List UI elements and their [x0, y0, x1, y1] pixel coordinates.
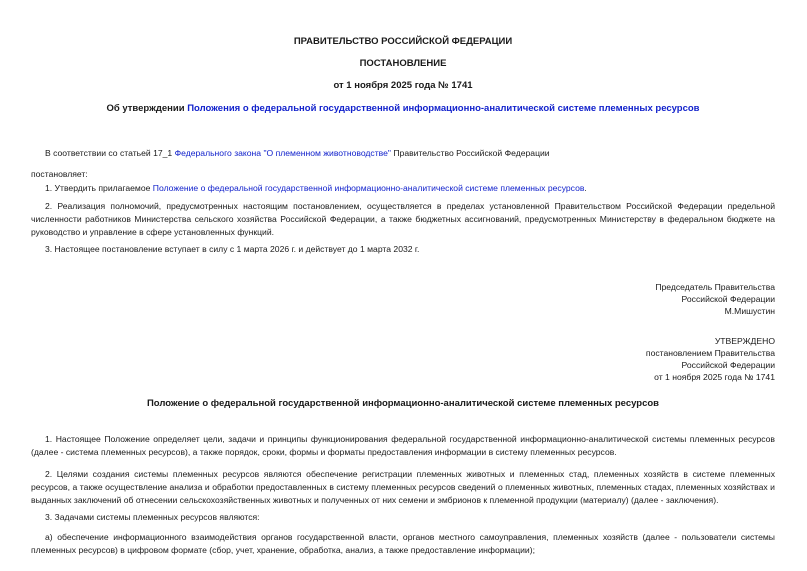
government-header: ПРАВИТЕЛЬСТВО РОССИЙСКОЙ ФЕДЕРАЦИИ — [293, 36, 513, 47]
preamble-paragraph — [31, 147, 775, 160]
regulation-paragraph-3: 3. Задачами системы племенных ресурсов являются: — [45, 512, 260, 522]
document-title-prefix: Об утверждении — [106, 103, 188, 114]
document-date-number: от 1 ноября 2025 года № 1741 — [333, 80, 473, 91]
preamble-text-before: В соответствии со статьей 17_1 — [45, 148, 175, 158]
approval-date-line: от 1 ноября 2025 года № 1741 — [654, 372, 775, 382]
regulation-paragraph-1: 1. Настоящее Положение определяет цели, задачи и принципы функционирования федеральной государственной информационно-аналитической системы племенных ресурсов (далее - система племенных ресурсов), а также порядок, сроки, формы и форматы предоставления информации в систему племенных ресурсов. — [31, 434, 775, 457]
decree-item-1 — [31, 182, 775, 195]
signature-line: Председатель Правительства — [655, 282, 775, 292]
signature-line: Российской Федерации — [681, 294, 775, 304]
regulation-paragraph-a: а) обеспечение информационного взаимодействия органов государственной власти, органов местного самоуправления, племенных хозяйств (далее - пользователи системы племенных ресурсов) в цифровом формате (сбор, учет, хранение, обработка, анализ, а также предоставление информации); — [31, 532, 775, 555]
approval-line: УТВЕРЖДЕНО — [714, 336, 775, 346]
federal-law-link[interactable]: Федерального закона "О племенном животноводстве" — [174, 148, 391, 158]
approval-block — [31, 335, 775, 383]
document-type-header: ПОСТАНОВЛЕНИЕ — [359, 58, 447, 69]
item1-text-after: . — [584, 183, 587, 193]
approval-line: Российской Федерации — [681, 360, 775, 370]
preamble-text-after: Правительство Российской Федерации — [390, 148, 550, 158]
resolves-line: постановляет: — [31, 169, 88, 179]
approval-line: постановлением Правительства — [645, 348, 775, 358]
attached-regulation-link[interactable]: Положение о федеральной государственной информационно-аналитической системе племенных ресурсов — [152, 183, 585, 193]
signature-name: М.Мишустин — [724, 306, 775, 316]
signature-block — [31, 281, 775, 317]
document-title — [31, 103, 775, 115]
item1-text-before: 1. Утвердить прилагаемое — [45, 183, 153, 193]
regulation-title-link[interactable]: Положения о федеральной государственной информационно-аналитической системе племенных ресурсов — [187, 103, 700, 114]
regulation-section-title: Положение о федеральной государственной информационно-аналитической системе племенных ресурсов — [146, 398, 660, 409]
decree-item-2: 2. Реализация полномочий, предусмотренных настоящим постановлением, осуществляется в пределах установленной Правительством Российской Федерации предельной численности работников Министерства сельского хозяйства Российской Федерации, а также бюджетных ассигнований, предусмотренных Министерству в федеральном бюджете на руководство и управление в сфере установленных функций. — [31, 201, 775, 237]
decree-item-3: 3. Настоящее постановление вступает в силу с 1 марта 2026 г. и действует до 1 марта 2032 г. — [45, 244, 420, 254]
regulation-paragraph-2: 2. Целями создания системы племенных ресурсов являются обеспечение регистрации племенных животных и племенных стад, племенных хозяйств в системе племенных ресурсов, а также осуществление анализа и обработки предоставленных в систему племенных ресурсов сведений о племенных животных, племенных стадах, племенных хозяйствах и выданных заключений об отнесении сельскохозяйственных животных и полученных от них семени и эмбрионов к племенной продукции (материалу) (далее - заключения). — [31, 469, 775, 505]
